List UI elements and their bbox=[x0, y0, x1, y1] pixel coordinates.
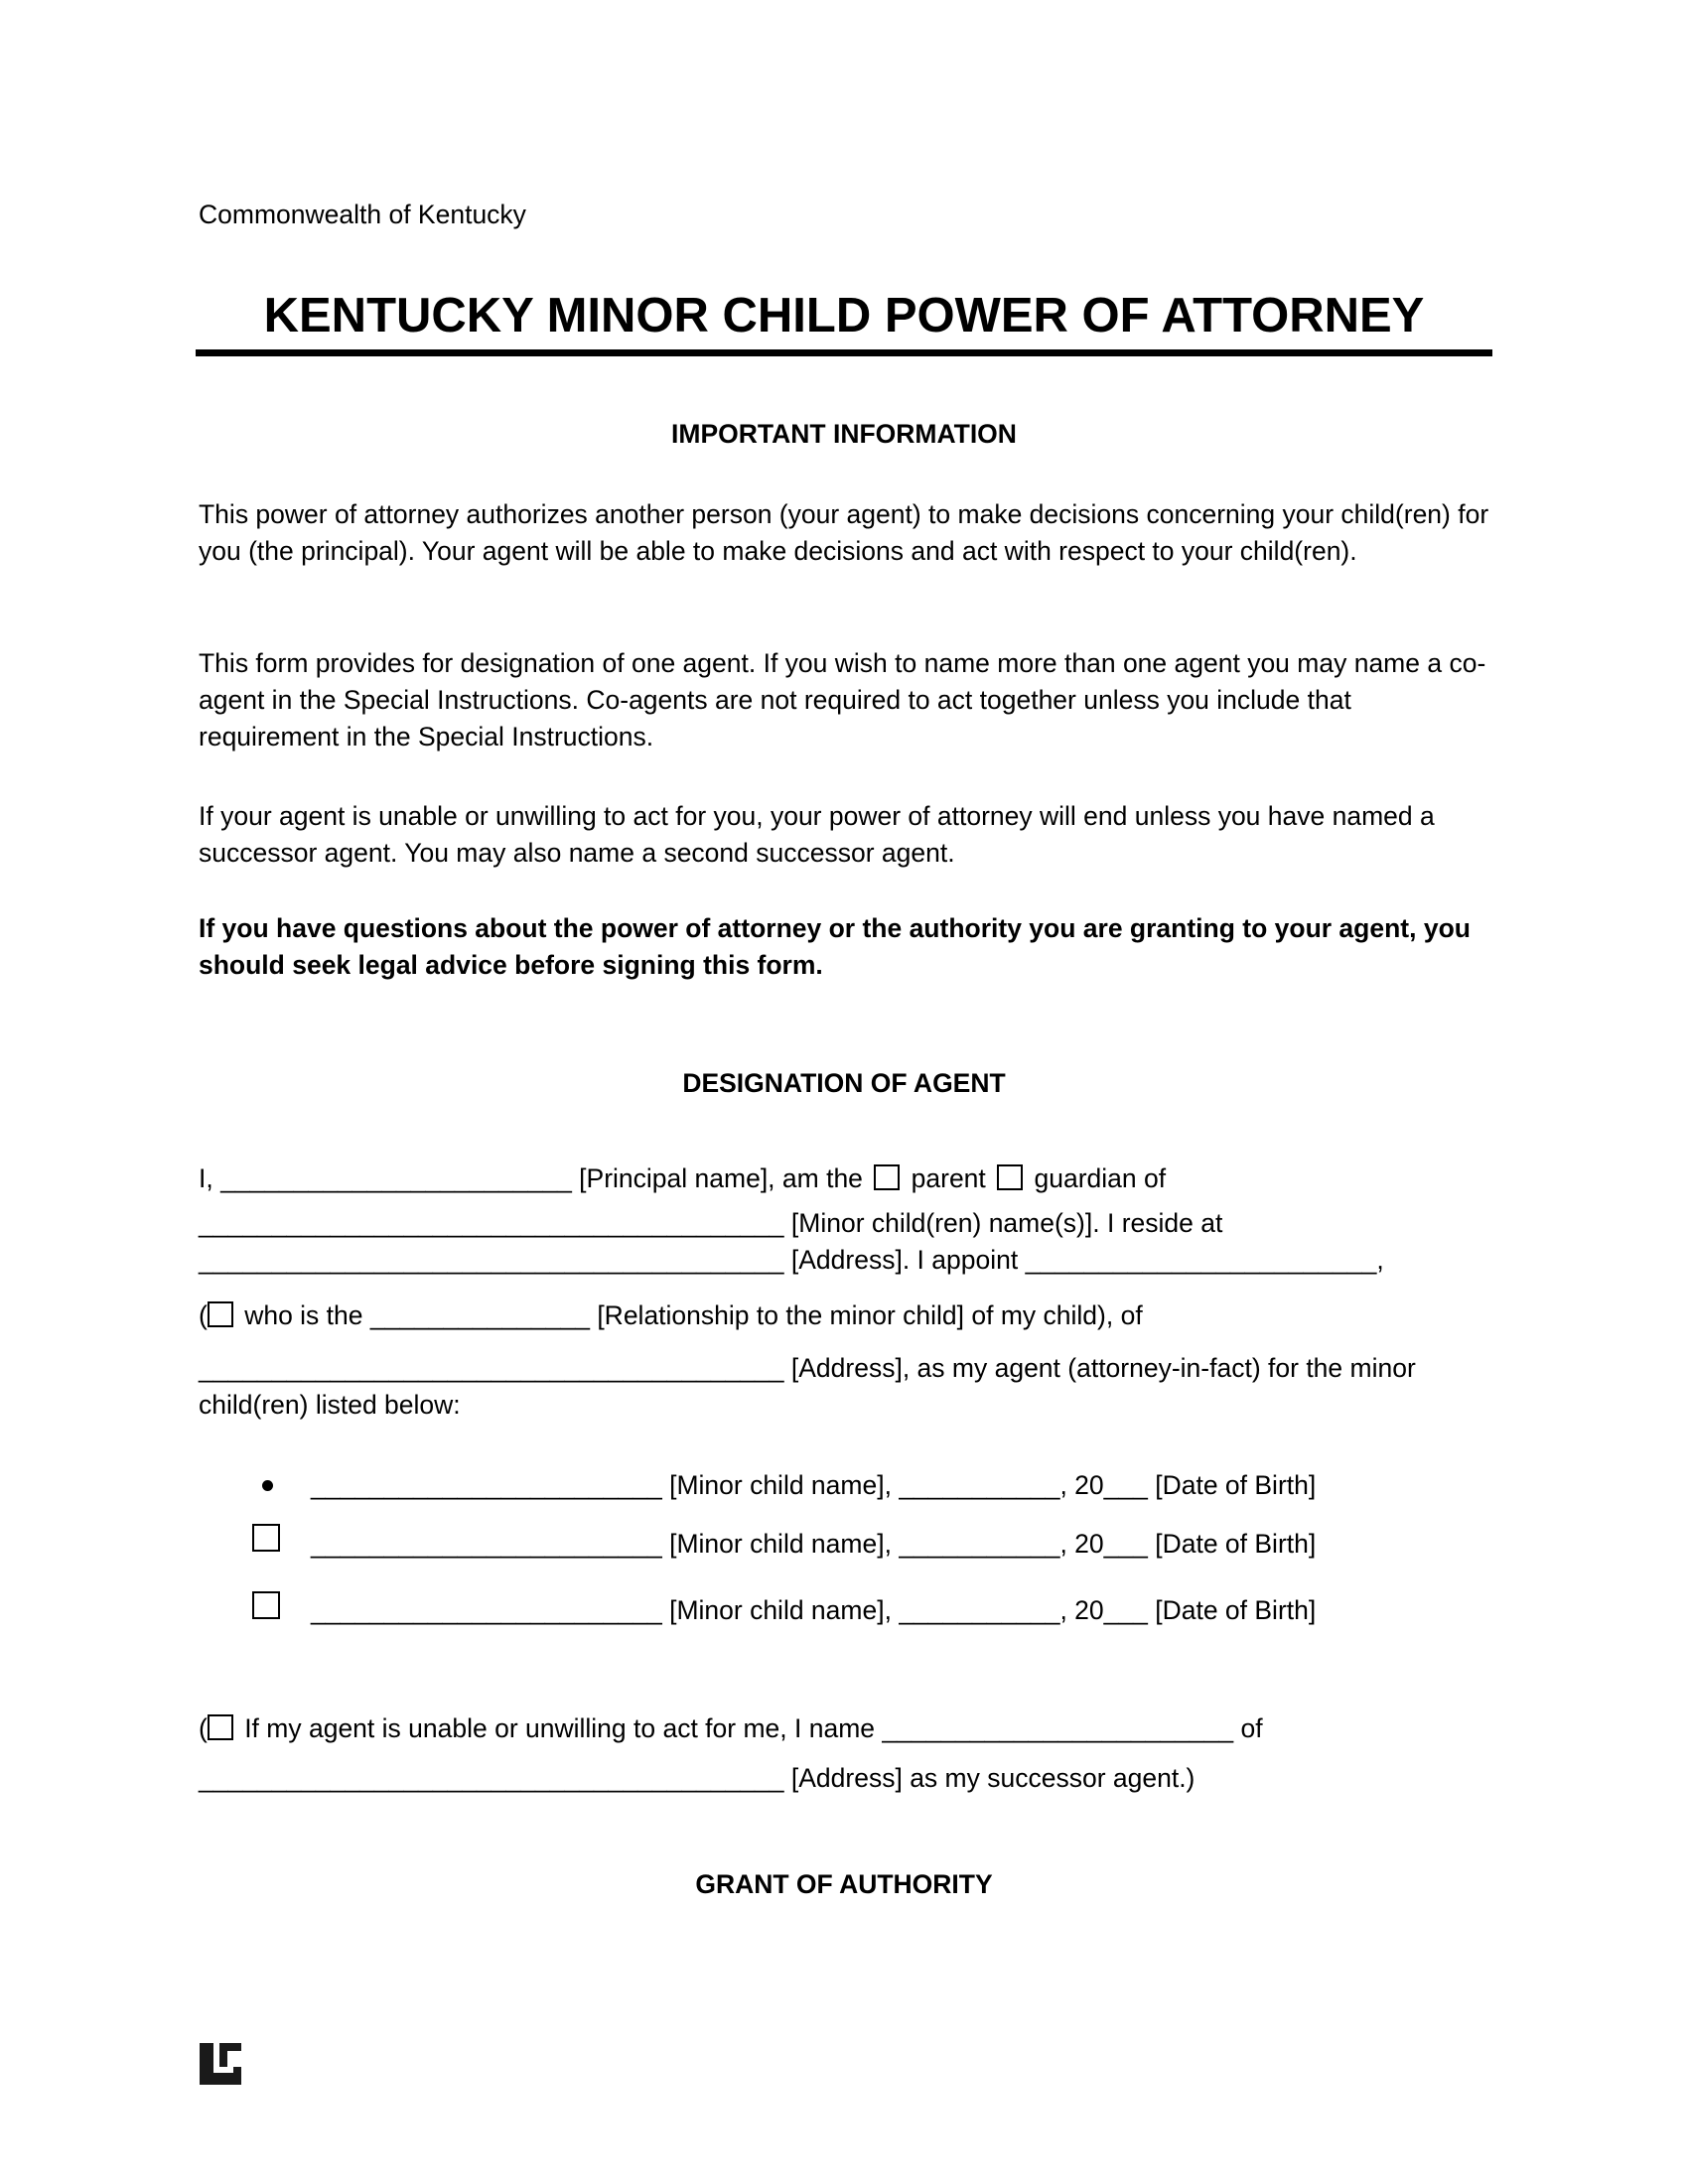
title-underline bbox=[196, 349, 1492, 356]
address-appoint-line: ________________________________________ [Address]. I appoint ________________________, bbox=[199, 1245, 1384, 1275]
legal-advice-notice: If you have questions about the power of attorney or the authority you are granting to your agent, you should seek legal advice before signing this form. bbox=[199, 913, 1471, 980]
principal-line: I, ________________________ [Principal name], am the parent guardian of bbox=[199, 1163, 1167, 1193]
child-row-3: ________________________ [Minor child name], ___________, 20___ [Date of Birth] bbox=[311, 1595, 1317, 1625]
document-title: KENTUCKY MINOR CHILD POWER OF ATTORNEY bbox=[263, 289, 1425, 342]
important-paragraph-2: This form provides for designation of one agent. If you wish to name more than one agent you may name a co-agent in the Special Instructions. Co-agents are not required to act together unless you include that requirement in the Special Instructions. bbox=[199, 648, 1486, 751]
relationship-field[interactable]: _______________ bbox=[369, 1300, 590, 1330]
important-paragraph-3: If your agent is unable or unwilling to act for you, your power of attorney will end unless you have named a successor agent. You may also name a second successor agent. bbox=[199, 801, 1435, 868]
relationship-checkbox[interactable] bbox=[208, 1301, 233, 1327]
child-row-2: ________________________ [Minor child name], ___________, 20___ [Date of Birth] bbox=[311, 1529, 1317, 1559]
bullet-icon bbox=[262, 1480, 273, 1491]
successor-checkbox[interactable] bbox=[208, 1714, 233, 1740]
successor-name-field[interactable]: ________________________ bbox=[882, 1713, 1234, 1743]
minor-children-names-field[interactable]: ________________________________________ bbox=[199, 1208, 784, 1238]
child-row-1: ________________________ [Minor child name], ___________, 20___ [Date of Birth] bbox=[311, 1470, 1317, 1500]
guardian-checkbox[interactable] bbox=[997, 1164, 1023, 1190]
relationship-line: ( who is the _______________ [Relationship to the minor child] of my child), of bbox=[199, 1300, 1143, 1330]
logo-icon bbox=[200, 2043, 241, 2085]
child-dob-field[interactable]: ___________ bbox=[899, 1470, 1060, 1500]
agent-address-field[interactable]: ________________________________________ bbox=[199, 1353, 784, 1383]
child-name-field[interactable]: ________________________ bbox=[311, 1529, 662, 1559]
child-dob-field[interactable]: ___________ bbox=[899, 1595, 1060, 1625]
parent-checkbox[interactable] bbox=[874, 1164, 900, 1190]
child-name-field[interactable]: ________________________ bbox=[311, 1470, 662, 1500]
minor-names-line: ________________________________________ [Minor child(ren) name(s)]. I reside at bbox=[199, 1208, 1223, 1238]
successor-line: ( If my agent is unable or unwilling to act for me, I name ________________________ of bbox=[199, 1713, 1263, 1743]
important-heading: IMPORTANT INFORMATION bbox=[671, 419, 1017, 449]
successor-address-field[interactable]: ________________________________________ bbox=[199, 1763, 784, 1793]
principal-name-field[interactable]: ________________________ bbox=[220, 1163, 572, 1193]
child-3-checkbox[interactable] bbox=[252, 1591, 280, 1619]
principal-address-field[interactable]: ________________________________________ bbox=[199, 1245, 784, 1275]
agent-address-line: ________________________________________ [Address], as my agent (attorney-in-fact) for the minor bbox=[199, 1353, 1416, 1383]
children-listed-line: child(ren) listed below: bbox=[199, 1390, 461, 1420]
successor-address-line: ________________________________________ [Address] as my successor agent.) bbox=[199, 1763, 1196, 1793]
child-name-field[interactable]: ________________________ bbox=[311, 1595, 662, 1625]
state-line: Commonwealth of Kentucky bbox=[199, 200, 526, 229]
grant-heading: GRANT OF AUTHORITY bbox=[695, 1869, 993, 1899]
designation-heading: DESIGNATION OF AGENT bbox=[682, 1068, 1006, 1098]
child-dob-field[interactable]: ___________ bbox=[899, 1529, 1060, 1559]
agent-name-field[interactable]: ________________________ bbox=[1025, 1245, 1377, 1275]
child-2-checkbox[interactable] bbox=[252, 1524, 280, 1552]
important-paragraph-1: This power of attorney authorizes another person (your agent) to make decisions concerning your child(ren) for you (the principal). Your agent will be able to make decisions and act with respect to your child(ren). bbox=[199, 499, 1489, 566]
